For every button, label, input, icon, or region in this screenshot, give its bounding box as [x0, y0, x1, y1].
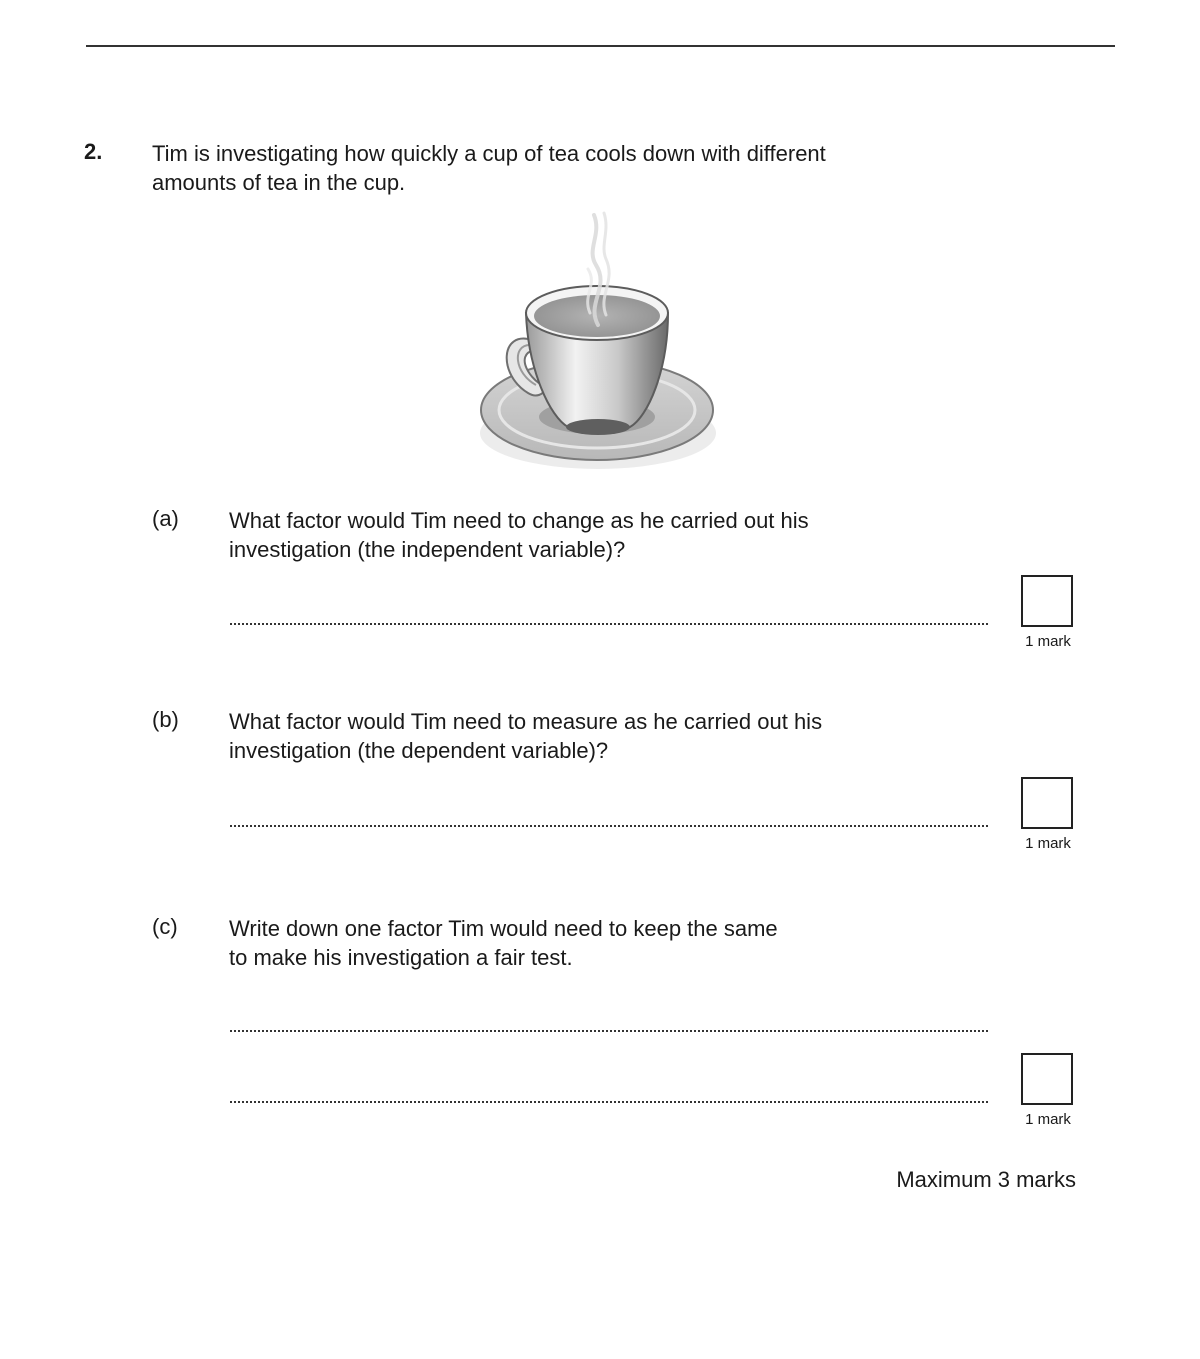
part-c-line: to make his investigation a fair test. [229, 945, 573, 970]
part-c-mark-label: 1 mark [1025, 1111, 1071, 1128]
part-c-question [229, 914, 989, 972]
part-b-mark-box[interactable] [1021, 777, 1073, 829]
teacup-icon [470, 195, 730, 480]
part-a-line: investigation (the independent variable)? [229, 537, 626, 562]
part-b-line: What factor would Tim need to measure as he carried out his [229, 709, 823, 734]
part-c-answer-line-1[interactable] [230, 1030, 988, 1032]
part-c-answer-line-2[interactable] [230, 1101, 988, 1103]
part-b-question [229, 707, 989, 765]
maximum-marks: Maximum 3 marks [896, 1167, 1076, 1192]
top-divider [86, 45, 1115, 47]
part-b-mark-label: 1 mark [1025, 835, 1071, 852]
part-b-label: (b) [152, 707, 179, 732]
part-b-answer-line[interactable] [230, 825, 988, 827]
part-b-line: investigation (the dependent variable)? [229, 738, 609, 763]
part-a-line: What factor would Tim need to change as he carried out his [229, 508, 809, 533]
part-c-label: (c) [152, 914, 178, 939]
question-intro [152, 139, 972, 197]
part-a-label: (a) [152, 506, 179, 531]
intro-line: Tim is investigating how quickly a cup of tea cools down with different [152, 141, 826, 166]
part-a-mark-label: 1 mark [1025, 633, 1071, 650]
part-a-mark-box[interactable] [1021, 575, 1073, 627]
question-number: 2. [84, 139, 103, 164]
part-c-mark-box[interactable] [1021, 1053, 1073, 1105]
part-c-line: Write down one factor Tim would need to keep the same [229, 916, 778, 941]
part-a-answer-line[interactable] [230, 623, 988, 625]
part-a-question [229, 506, 989, 564]
intro-line: amounts of tea in the cup. [152, 170, 406, 195]
